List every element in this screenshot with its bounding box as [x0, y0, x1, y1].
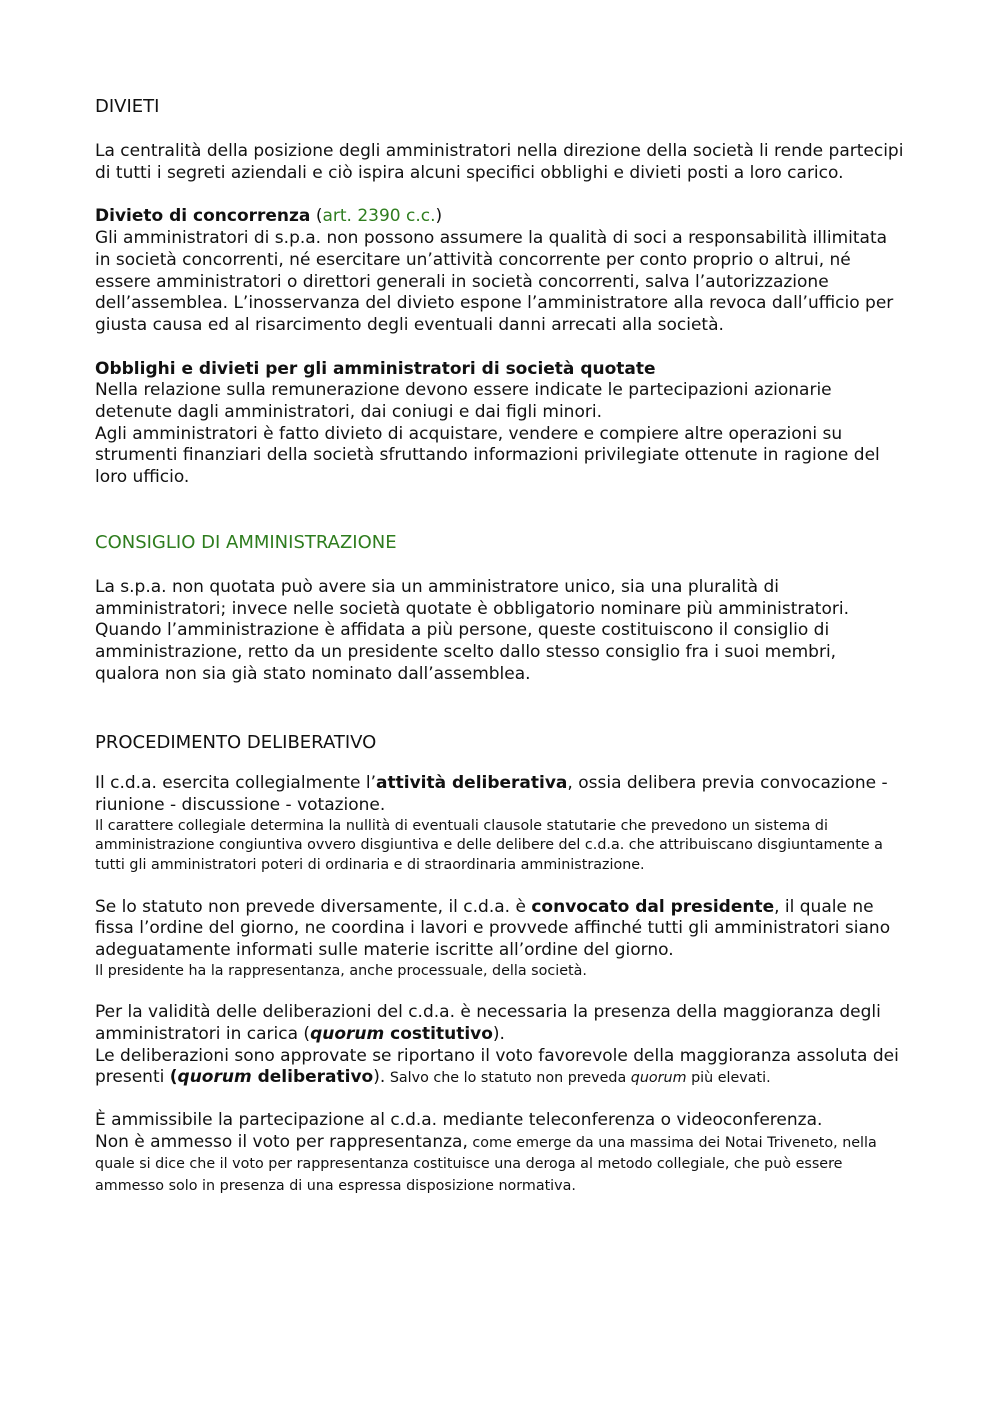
procedimento-p4 [95, 1046, 905, 1089]
p4-quorum: quorum [177, 1067, 252, 1088]
procedimento-p2 [95, 897, 905, 962]
procedimento-p2-note: Il presidente ha la rappresentanza, anche processuale, della società. [95, 962, 587, 979]
procedimento-p5: È ammissibile la partecipazione al c.d.a. mediante teleconferenza o videoconferenza. [95, 1110, 823, 1131]
consiglio-text-1: La s.p.a. non quotata può avere sia un amministratore unico, sia una pluralità di amministratori; invece nelle società quotate è obbligatorio nominare più amministratori. [95, 576, 849, 619]
procedimento-p1-note: Il carattere collegiale determina la nullità di eventuali clausole statutarie che prevedono un sistema di amministrazione congiuntiva ovvero disgiuntiva e delle delibere del c.d.a. che attribuiscano disgiuntamente a tutti gli amministratori poteri di ordinaria e di straordinaria amministrazione. [95, 817, 883, 873]
p4-b2: deliberativo [251, 1067, 374, 1088]
quotate-text-2: Agli amministratori è fatto divieto di acquistare, vendere e compiere altre operazioni su strumenti finanziari della società sfruttando informazioni privilegiate ottenute in ragione del loro ufficio. [95, 423, 880, 488]
p3-c: ). [492, 1023, 505, 1044]
procedimento-p6 [95, 1132, 905, 1197]
p4-small-a: Salvo che lo statuto non preveda [385, 1070, 631, 1087]
p4-c: ). [373, 1067, 386, 1088]
p2-a: Se lo statuto non prevede diversamente, il c.d.a. è [95, 896, 532, 917]
p6-small: come emerge da una massima dei Notai Triveneto, nella quale si dice che il voto per rappresentanza costituisce una deroga al metodo collegiale, che può essere ammesso solo in presenza di una espressa disposizione normativa. [95, 1134, 877, 1195]
p2-c: , il quale ne fissa l’ordine del giorno, ne coordina i lavori e provvede affinché tutti gli amministratori siano adeguatamente informati sulle materie iscritte all’ordine del giorno. [95, 896, 891, 960]
p1-c: , ossia delibera previa convocazione - riunione - discussione - votazione. [95, 773, 888, 816]
p4-small-b: più elevati. [686, 1070, 771, 1087]
ref-open: ( [315, 206, 323, 227]
p2-b: convocato dal presidente [531, 896, 775, 917]
p3-a: Per la validità delle deliberazioni del c.d.a. è necessaria la presenza della maggioranza degli amministratori in carica ( [95, 1002, 881, 1044]
p4-b1: ( [169, 1067, 178, 1088]
procedimento-p1 [95, 773, 905, 816]
article-reference: art. 2390 c.c. [322, 206, 436, 227]
procedimento-p3 [95, 1002, 905, 1045]
p4-a: Le deliberazioni sono approvate se riportano il voto favorevole della maggioranza assoluta dei presenti [95, 1045, 899, 1088]
p3-quorum: quorum [310, 1023, 385, 1044]
concorrenza-title: Divieto di concorrenza [95, 206, 311, 227]
p1-a: Il c.d.a. esercita collegialmente l’ [95, 773, 377, 794]
quotate-title: Obblighi e divieti per gli amministratori di società quotate [95, 358, 656, 379]
ref-close: ) [435, 206, 443, 227]
heading-procedimento: PROCEDIMENTO DELIBERATIVO [95, 732, 377, 754]
p1-b: attività deliberativa [376, 773, 568, 794]
divieti-intro: La centralità della posizione degli amministratori nella direzione della società li rende partecipi di tutti i segreti aziendali e ciò ispira alcuni specifici obblighi e divieti posti a loro carico. [95, 141, 904, 183]
p4-small-quorum: quorum [630, 1070, 687, 1087]
concorrenza-text: Gli amministratori di s.p.a. non possono assumere la qualità di soci a responsabilità illimitata in società concorrenti, né esercitare un’attività concorrente per conto proprio o altrui, né essere amministratori o direttori generali in società concorrenti, salva l’autorizzazione dell’assemblea. L’inosservanza del divieto espone l’amministratore alla revoca dall’ufficio per giusta causa ed al risarcimento degli eventuali danni arrecati alla società. [95, 228, 894, 335]
document-page [95, 95, 905, 1197]
quotate-title-line [95, 359, 905, 381]
concorrenza-title-line [95, 206, 905, 228]
heading-consiglio: CONSIGLIO DI AMMINISTRAZIONE [95, 531, 397, 553]
p3-b: costitutivo [384, 1023, 493, 1044]
heading-divieti: DIVIETI [95, 96, 160, 117]
p6-a: Non è ammesso il voto per rappresentanza, [95, 1131, 468, 1152]
consiglio-text-2: Quando l’amministrazione è affidata a più persone, queste costituiscono il consiglio di amministrazione, retto da un presidente scelto dallo stesso consiglio fra i suoi membri, qualora non sia già stato nominato dall’assemblea. [95, 620, 837, 684]
quotate-text-1: Nella relazione sulla remunerazione devono essere indicate le partecipazioni azionarie detenute dagli amministratori, dai coniugi e dai figli minori. [95, 380, 832, 423]
